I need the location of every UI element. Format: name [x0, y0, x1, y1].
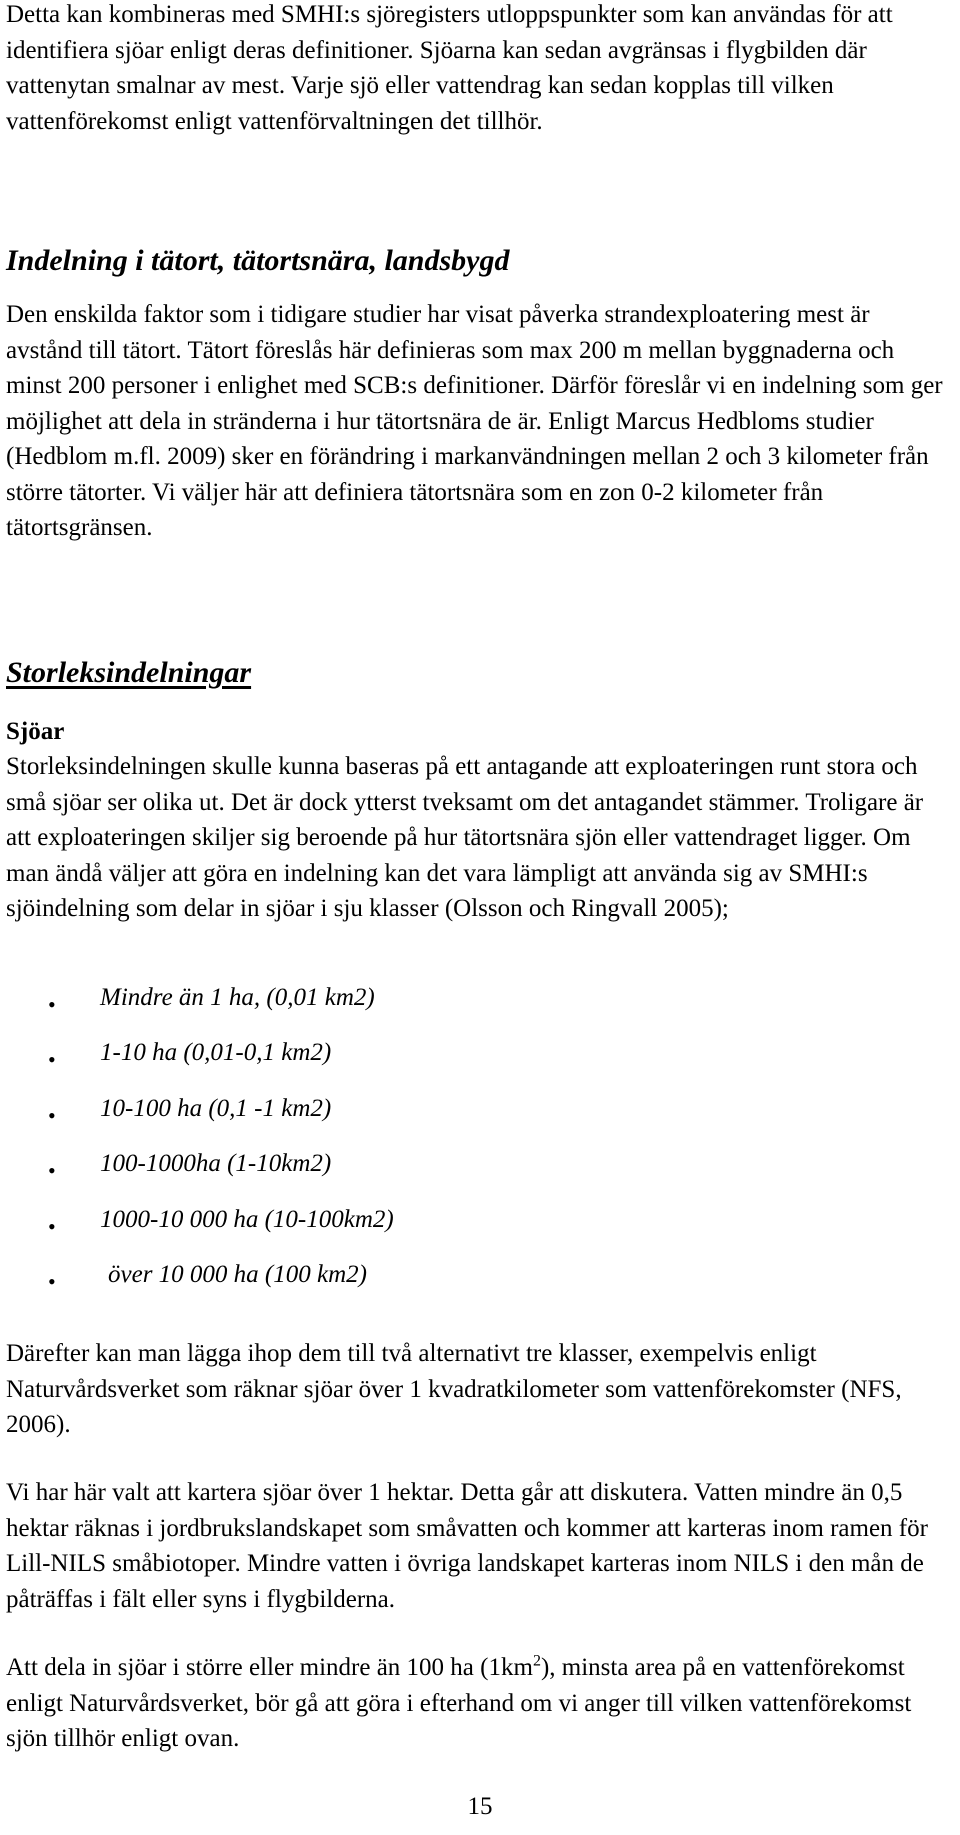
list-item-text: 10-100 ha (0,1 -1 km2)	[100, 1094, 332, 1122]
list-item-text: Mindre än 1 ha, (0,01 km2)	[100, 984, 375, 1011]
area-paragraph-part1: Att dela in sjöar i större eller mindre än 100 ha (1km	[6, 1654, 533, 1681]
area-paragraph	[6, 1650, 951, 1757]
subheading-sjoar: Sjöar	[6, 718, 65, 745]
tatort-paragraph: Den enskilda faktor som i tidigare studier har visat påverka strandexploatering mest är avstånd till tätort. Tätort föreslås här definieras som max 200 m mellan byggnaderna och minst 200 personer i enlighet med SCB:s definitioner. Därför föreslår vi en indelning som ger möjlighet att dela in stränderna i hur tätortsnära de är. Enligt Marcus Hedbloms studier (Hedblom m.fl. 2009) sker en förändring i markanvändningen mellan 2 och 3 kilometer från större tätorter. Vi väljer här att definiera tätortsnära som en zon 0-2 kilometer från tätortsgränsen.	[6, 301, 943, 541]
heading-storleksindelningar: Storleksindelningar	[6, 656, 252, 689]
bullet-icon: •	[48, 1158, 56, 1184]
size-class-list	[0, 981, 900, 1313]
list-item	[0, 1147, 900, 1202]
list-item	[0, 1203, 900, 1258]
list-item-text: 1-10 ha (0,01-0,1 km2)	[100, 1039, 332, 1067]
intro-paragraph: Detta kan kombineras med SMHI:s sjöregisters utloppspunkter som kan användas för att identifiera sjöar enligt deras definitioner. Sjöarna kan sedan avgränsas i flygbilden där vattenytan smalnar av mest. Varje sjö eller vattendrag kan sedan kopplas till vilken vattenförekomst enligt vattenförvaltningen det tillhör.	[6, 1, 893, 135]
list-item-text: 1000-10 000 ha (10-100km2)	[100, 1205, 394, 1233]
bullet-icon: •	[48, 1213, 56, 1239]
area-paragraph-part2: ), minsta area på en vattenförekomst enligt Naturvårdsverket, bör gå att göra i efterhand om vi anger till vilken vattenförekomst sjön tillhör enligt ovan.	[6, 1654, 912, 1752]
bullet-icon: •	[48, 1102, 56, 1128]
page-number: 15	[467, 1793, 493, 1820]
heading-tatort: Indelning i tätort, tätortsnära, landsbygd	[6, 244, 510, 277]
bullet-icon: •	[48, 992, 56, 1017]
sjoar-paragraph: Storleksindelningen skulle kunna baseras på ett antagande att exploateringen runt stora och små sjöar ser olika ut. Det är dock ytterst tveksamt om det antagandet stämmer. Troligare är att exploateringen skiljer sig beroende på hur tätortsnära sjön eller vattendraget ligger. Om man ändå väljer att göra en indelning kan det vara lämpligt att använda sig av SMHI:s sjöindelning som delar in sjöar i sju klasser (Olsson och Ringvall 2005);	[6, 753, 924, 922]
list-item-text: 100-1000ha (1-10km2)	[100, 1150, 332, 1178]
list-item	[0, 1258, 900, 1313]
bullet-icon: •	[48, 1047, 56, 1073]
bullet-icon: •	[48, 1268, 56, 1294]
list-item	[0, 1092, 900, 1147]
mapping-paragraph: Vi har här valt att kartera sjöar över 1 hektar. Detta går att diskutera. Vatten mindre än 0,5 hektar räknas i jordbrukslandskapet som småvatten och kommer att karteras inom ramen för Lill-NILS småbiotoper. Mindre vatten i övriga landskapet karteras inom NILS i den mån de påträffas i fält eller syns i flygbilderna.	[6, 1479, 928, 1613]
superscript-2: 2	[532, 1652, 541, 1670]
list-item-text: över 10 000 ha (100 km2)	[108, 1260, 367, 1288]
list-item	[0, 1036, 900, 1091]
list-item	[0, 981, 900, 1036]
classes-paragraph: Därefter kan man lägga ihop dem till två alternativt tre klasser, exempelvis enligt Naturvårdsverket som räknar sjöar över 1 kvadratkilometer som vattenförekomster (NFS, 2006).	[6, 1340, 902, 1438]
